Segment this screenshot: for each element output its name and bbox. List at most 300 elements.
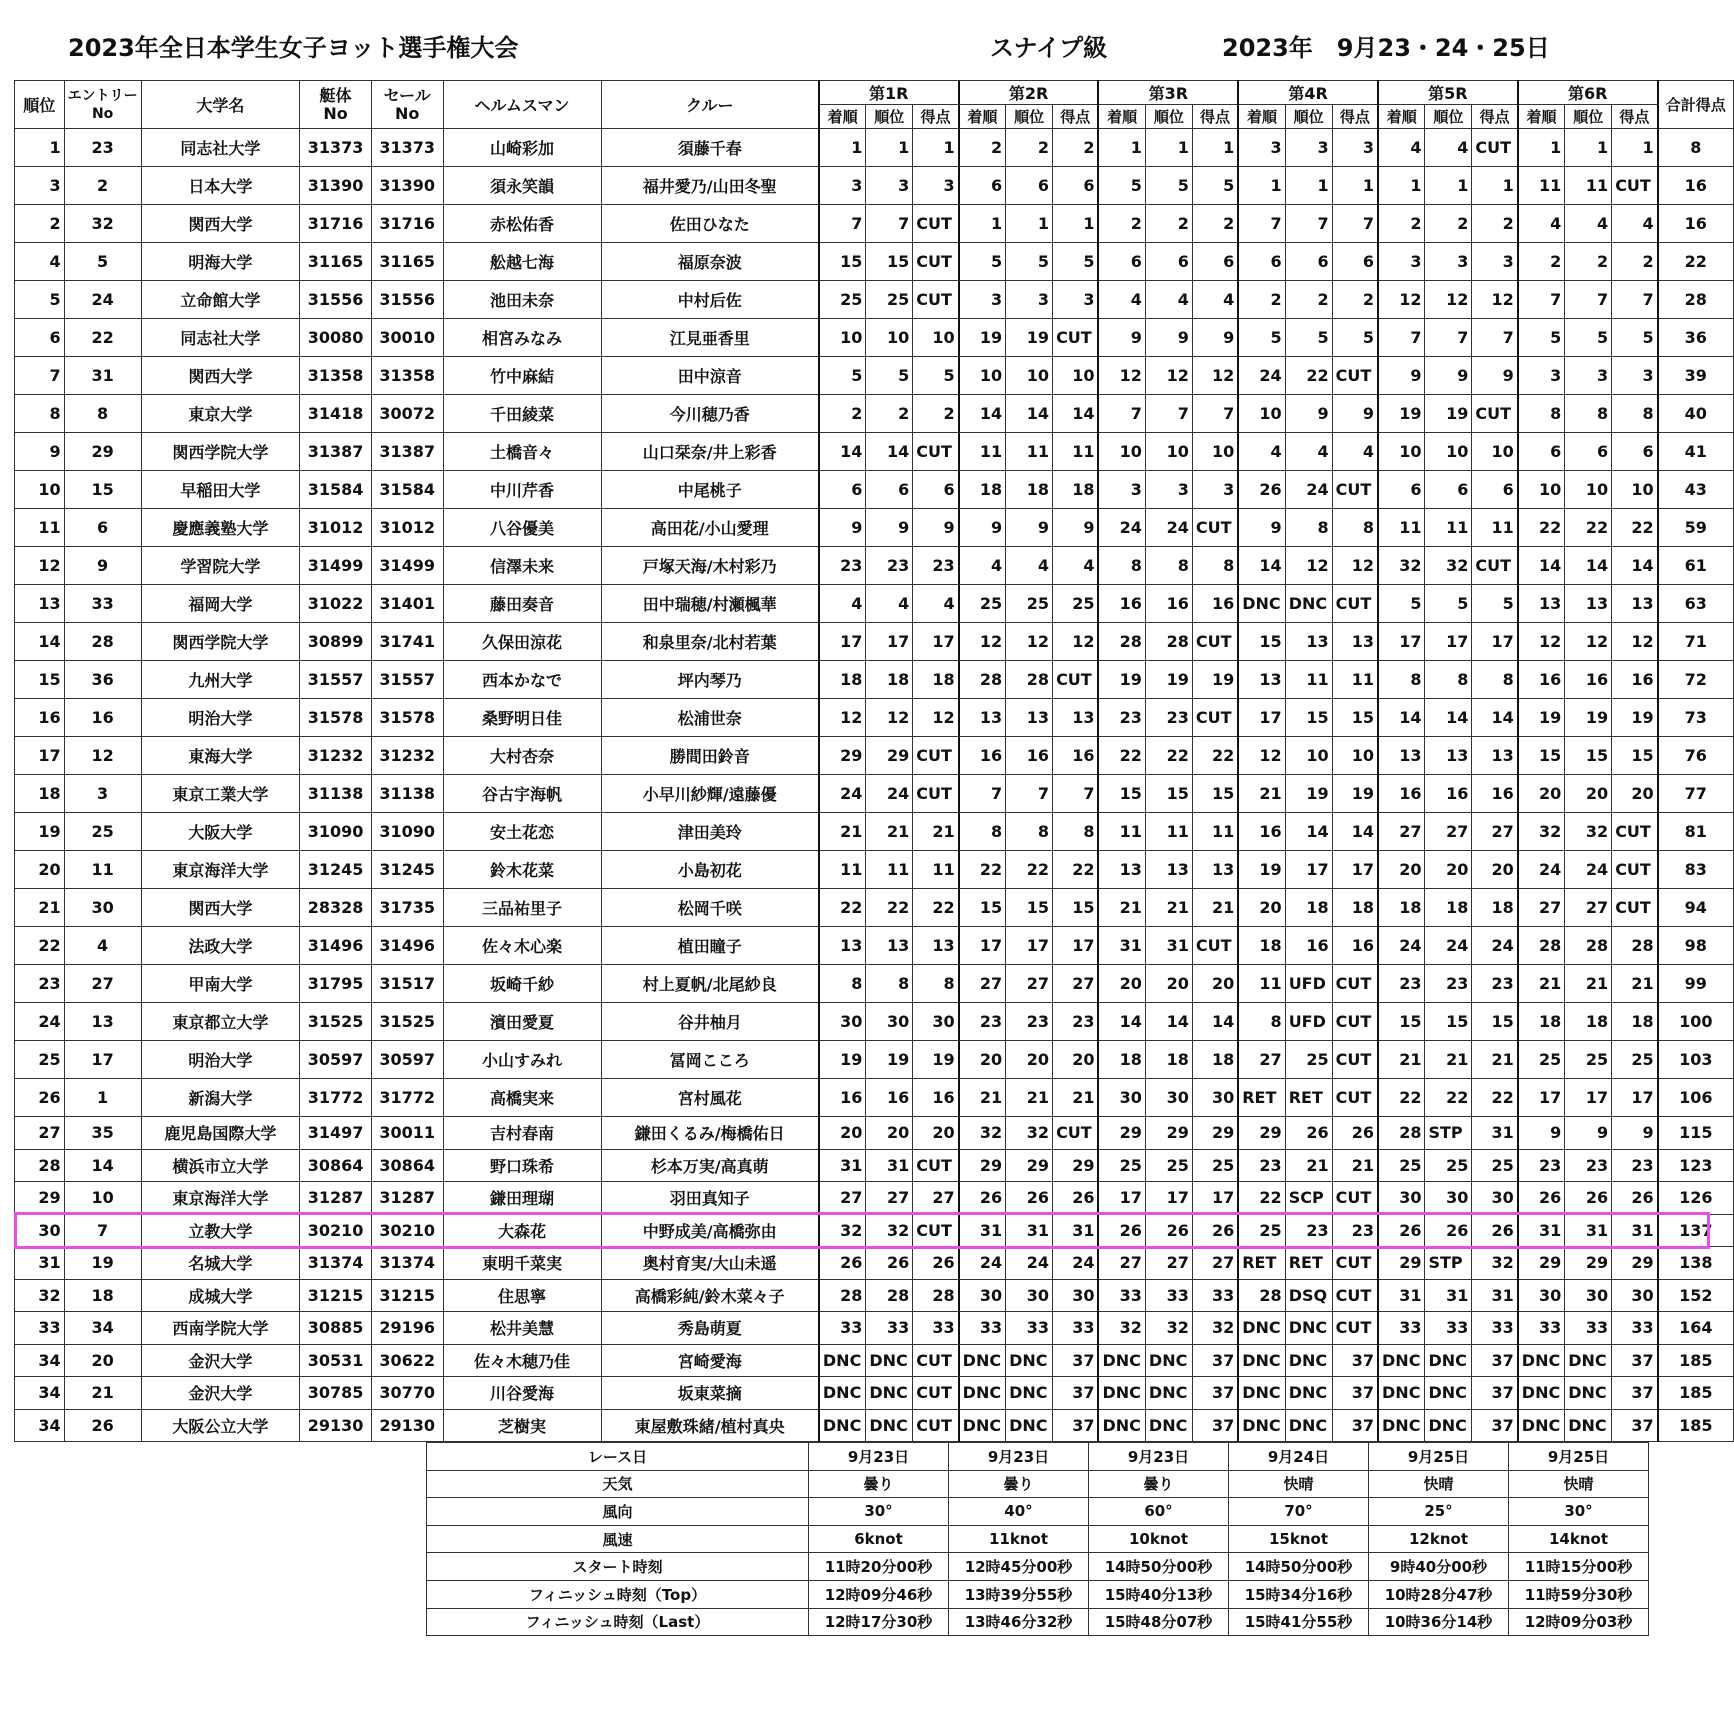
race-1-finish-cell: 11 (819, 851, 866, 889)
header-helmsman: ヘルムスマン (443, 81, 601, 129)
race-1-finish-cell: 21 (819, 813, 866, 851)
race-1-position-cell: 9 (866, 509, 913, 547)
rank-cell: 22 (15, 927, 65, 965)
race-1-position-cell: 15 (866, 243, 913, 281)
header-crew: クルー (601, 81, 819, 129)
total-points-cell: 94 (1658, 889, 1734, 927)
race-info-label: 天気 (427, 1470, 809, 1498)
race-2-points-cell: 12 (1053, 623, 1099, 661)
sail-number-cell: 31090 (371, 813, 443, 851)
race-2-finish-cell: 19 (959, 319, 1006, 357)
race-4-position-cell: 1 (1285, 167, 1332, 205)
race-6-position-cell: 10 (1565, 471, 1612, 509)
race-5-points-cell: 24 (1472, 927, 1518, 965)
race-5-points-cell: 15 (1472, 1003, 1518, 1041)
race-5-points-cell: 10 (1472, 433, 1518, 471)
race-6-finish-cell: 24 (1518, 851, 1565, 889)
race-6-position-cell: 1 (1565, 129, 1612, 167)
entry-cell: 32 (64, 205, 141, 243)
race-info-value: 25° (1369, 1498, 1509, 1526)
race-1-position-cell: 18 (866, 661, 913, 699)
table-row (15, 1279, 1734, 1312)
race-5-position-cell: 4 (1425, 129, 1472, 167)
race-info-value: 15時48分07秒 (1089, 1608, 1229, 1636)
crew-cell: 鎌田くるみ/梅橋佑日 (601, 1117, 819, 1150)
race-4-finish-cell: 2 (1238, 281, 1285, 319)
race-4-points-cell: 1 (1332, 167, 1378, 205)
subheader-r1-position: 順位 (866, 105, 913, 129)
rank-cell: 29 (15, 1182, 65, 1215)
race-2-finish-cell: 15 (959, 889, 1006, 927)
hull-number-cell: 31287 (300, 1182, 372, 1215)
race-5-position-cell: 9 (1425, 357, 1472, 395)
race-3-position-cell: 8 (1145, 547, 1192, 585)
race-2-finish-cell: 20 (959, 1041, 1006, 1079)
race-3-finish-cell: 16 (1098, 585, 1145, 623)
race-6-finish-cell: DNC (1518, 1377, 1565, 1410)
university-cell: 日本大学 (141, 167, 300, 205)
race-6-finish-cell: 3 (1518, 357, 1565, 395)
race-4-points-cell: CUT (1332, 585, 1378, 623)
hull-number-cell: 31090 (300, 813, 372, 851)
race-3-points-cell: CUT (1192, 509, 1238, 547)
rank-cell: 7 (15, 357, 65, 395)
total-points-cell: 83 (1658, 851, 1734, 889)
rank-cell: 2 (15, 205, 65, 243)
race-6-finish-cell: 33 (1518, 1312, 1565, 1345)
entry-cell: 4 (64, 927, 141, 965)
entry-cell: 21 (64, 1377, 141, 1410)
total-points-cell: 61 (1658, 547, 1734, 585)
race-info-label: スタート時刻 (427, 1553, 809, 1581)
rank-cell: 25 (15, 1041, 65, 1079)
race-4-finish-cell: 11 (1238, 965, 1285, 1003)
race-2-finish-cell: 29 (959, 1149, 1006, 1182)
hull-number-cell: 31795 (300, 965, 372, 1003)
race-6-position-cell: 29 (1565, 1247, 1612, 1280)
subheader-r1-finish: 着順 (819, 105, 866, 129)
race-4-finish-cell: DNC (1238, 1377, 1285, 1410)
race-5-finish-cell: 11 (1378, 509, 1425, 547)
race-1-position-cell: 10 (866, 319, 913, 357)
university-cell: 東京都立大学 (141, 1003, 300, 1041)
race-4-points-cell: 2 (1332, 281, 1378, 319)
university-cell: 福岡大学 (141, 585, 300, 623)
race-4-points-cell: 37 (1332, 1409, 1378, 1442)
helmsman-cell: 桑野明日佳 (443, 699, 601, 737)
total-points-cell: 63 (1658, 585, 1734, 623)
race-3-position-cell: 5 (1145, 167, 1192, 205)
total-points-cell: 99 (1658, 965, 1734, 1003)
race-4-finish-cell: RET (1238, 1247, 1285, 1280)
race-4-points-cell: 16 (1332, 927, 1378, 965)
hull-number-cell: 31022 (300, 585, 372, 623)
race-6-finish-cell: 30 (1518, 1279, 1565, 1312)
sail-number-cell: 30622 (371, 1344, 443, 1377)
race-6-points-cell: CUT (1612, 851, 1658, 889)
race-3-finish-cell: 17 (1098, 1182, 1145, 1215)
race-4-points-cell: 7 (1332, 205, 1378, 243)
race-5-position-cell: 12 (1425, 281, 1472, 319)
rank-cell: 3 (15, 167, 65, 205)
race-1-finish-cell: 7 (819, 205, 866, 243)
race-4-position-cell: 4 (1285, 433, 1332, 471)
race-1-finish-cell: 5 (819, 357, 866, 395)
race-3-position-cell: 23 (1145, 699, 1192, 737)
race-4-points-cell: 21 (1332, 1149, 1378, 1182)
rank-cell: 30 (15, 1214, 65, 1247)
sail-number-cell: 31165 (371, 243, 443, 281)
race-1-finish-cell: 6 (819, 471, 866, 509)
race-6-points-cell: 10 (1612, 471, 1658, 509)
race-4-finish-cell: DNC (1238, 585, 1285, 623)
race-4-points-cell: 14 (1332, 813, 1378, 851)
university-cell: 関西学院大学 (141, 433, 300, 471)
table-row (15, 319, 1734, 357)
race-4-position-cell: 19 (1285, 775, 1332, 813)
race-6-finish-cell: 28 (1518, 927, 1565, 965)
race-4-position-cell: 14 (1285, 813, 1332, 851)
helmsman-cell: 小山すみれ (443, 1041, 601, 1079)
subheader-r3-position: 順位 (1145, 105, 1192, 129)
entry-cell: 12 (64, 737, 141, 775)
race-2-points-cell: 20 (1053, 1041, 1099, 1079)
race-3-position-cell: 24 (1145, 509, 1192, 547)
race-5-position-cell: 7 (1425, 319, 1472, 357)
race-2-points-cell: 6 (1053, 167, 1099, 205)
race-2-points-cell: 10 (1053, 357, 1099, 395)
race-6-finish-cell: 7 (1518, 281, 1565, 319)
race-4-position-cell: UFD (1285, 965, 1332, 1003)
total-points-cell: 73 (1658, 699, 1734, 737)
race-2-finish-cell: 17 (959, 927, 1006, 965)
race-5-points-cell: 20 (1472, 851, 1518, 889)
race-4-position-cell: 16 (1285, 927, 1332, 965)
race-6-position-cell: 19 (1565, 699, 1612, 737)
race-3-finish-cell: 22 (1098, 737, 1145, 775)
race-4-position-cell: DNC (1285, 1377, 1332, 1410)
university-cell: 東京海洋大学 (141, 851, 300, 889)
race-4-finish-cell: 10 (1238, 395, 1285, 433)
race-1-finish-cell: 31 (819, 1149, 866, 1182)
race-5-finish-cell: 12 (1378, 281, 1425, 319)
race-4-points-cell: 5 (1332, 319, 1378, 357)
race-4-points-cell: 15 (1332, 699, 1378, 737)
race-3-points-cell: 1 (1192, 129, 1238, 167)
race-6-position-cell: 33 (1565, 1312, 1612, 1345)
hull-number-cell: 31387 (300, 433, 372, 471)
race-6-points-cell: CUT (1612, 167, 1658, 205)
sail-number-cell: 31387 (371, 433, 443, 471)
crew-cell: 高田花/小山愛理 (601, 509, 819, 547)
race-6-points-cell: 25 (1612, 1041, 1658, 1079)
table-row (15, 661, 1734, 699)
race-2-points-cell: 33 (1053, 1312, 1099, 1345)
sail-number-cell: 31232 (371, 737, 443, 775)
crew-cell: 坂東菜摘 (601, 1377, 819, 1410)
race-1-position-cell: 31 (866, 1149, 913, 1182)
race-1-points-cell: CUT (913, 1214, 959, 1247)
helmsman-cell: 住思寧 (443, 1279, 601, 1312)
table-row (15, 205, 1734, 243)
race-4-points-cell: CUT (1332, 1182, 1378, 1215)
university-cell: 学習院大学 (141, 547, 300, 585)
race-6-finish-cell: DNC (1518, 1409, 1565, 1442)
race-2-finish-cell: 24 (959, 1247, 1006, 1280)
race-3-position-cell: 16 (1145, 585, 1192, 623)
crew-cell: 杉本万実/高真萌 (601, 1149, 819, 1182)
race-4-position-cell: DNC (1285, 585, 1332, 623)
table-row (15, 927, 1734, 965)
race-4-finish-cell: DNC (1238, 1344, 1285, 1377)
race-3-points-cell: 37 (1192, 1344, 1238, 1377)
race-3-finish-cell: 26 (1098, 1214, 1145, 1247)
race-4-position-cell: DSQ (1285, 1279, 1332, 1312)
race-5-points-cell: 18 (1472, 889, 1518, 927)
total-points-cell: 39 (1658, 357, 1734, 395)
race-2-position-cell: 13 (1006, 699, 1053, 737)
race-2-finish-cell: 16 (959, 737, 1006, 775)
race-6-points-cell: 5 (1612, 319, 1658, 357)
university-cell: 横浜市立大学 (141, 1149, 300, 1182)
total-points-cell: 16 (1658, 167, 1734, 205)
university-cell: 慶應義塾大学 (141, 509, 300, 547)
crew-cell: 勝間田鈴音 (601, 737, 819, 775)
crew-cell: 中村后佐 (601, 281, 819, 319)
race-6-position-cell: 28 (1565, 927, 1612, 965)
sail-number-cell: 31287 (371, 1182, 443, 1215)
race-3-finish-cell: 23 (1098, 699, 1145, 737)
race-2-points-cell: 31 (1053, 1214, 1099, 1247)
rank-cell: 10 (15, 471, 65, 509)
race-info-row (427, 1608, 1649, 1636)
helmsman-cell: 池田未奈 (443, 281, 601, 319)
race-2-position-cell: 2 (1006, 129, 1053, 167)
hull-number-cell: 31584 (300, 471, 372, 509)
sail-number-cell: 31517 (371, 965, 443, 1003)
race-1-position-cell: DNC (866, 1344, 913, 1377)
race-2-position-cell: 23 (1006, 1003, 1053, 1041)
sail-number-cell: 30011 (371, 1117, 443, 1150)
header-race-5: 第5R (1378, 81, 1518, 105)
race-6-finish-cell: 16 (1518, 661, 1565, 699)
race-info-value: 15時40分13秒 (1089, 1580, 1229, 1608)
hull-number-cell: 31557 (300, 661, 372, 699)
rank-cell: 34 (15, 1377, 65, 1410)
entry-cell: 16 (64, 699, 141, 737)
total-points-cell: 81 (1658, 813, 1734, 851)
race-info-value: 15時34分16秒 (1229, 1580, 1369, 1608)
race-5-finish-cell: 23 (1378, 965, 1425, 1003)
race-4-finish-cell: 23 (1238, 1149, 1285, 1182)
header-race-1: 第1R (819, 81, 959, 105)
race-3-points-cell: 8 (1192, 547, 1238, 585)
hull-number-cell: 30785 (300, 1377, 372, 1410)
table-row (15, 1214, 1734, 1247)
race-5-points-cell: 9 (1472, 357, 1518, 395)
race-5-points-cell: 12 (1472, 281, 1518, 319)
helmsman-cell: 久保田涼花 (443, 623, 601, 661)
crew-cell: 羽田真知子 (601, 1182, 819, 1215)
crew-cell: 江見亜香里 (601, 319, 819, 357)
race-info-value: 曇り (949, 1470, 1089, 1498)
race-4-finish-cell: DNC (1238, 1409, 1285, 1442)
race-2-points-cell: 7 (1053, 775, 1099, 813)
university-cell: 金沢大学 (141, 1377, 300, 1410)
race-2-finish-cell: 4 (959, 547, 1006, 585)
race-4-position-cell: 3 (1285, 129, 1332, 167)
sail-number-cell: 31496 (371, 927, 443, 965)
rank-cell: 17 (15, 737, 65, 775)
race-5-points-cell: 5 (1472, 585, 1518, 623)
crew-cell: 松岡千咲 (601, 889, 819, 927)
race-3-position-cell: 19 (1145, 661, 1192, 699)
race-2-finish-cell: 30 (959, 1279, 1006, 1312)
race-1-points-cell: 20 (913, 1117, 959, 1150)
race-1-points-cell: 4 (913, 585, 959, 623)
crew-cell: 中尾桃子 (601, 471, 819, 509)
table-row (15, 699, 1734, 737)
race-2-finish-cell: 26 (959, 1182, 1006, 1215)
rank-cell: 20 (15, 851, 65, 889)
race-4-points-cell: CUT (1332, 1279, 1378, 1312)
race-5-points-cell: 37 (1472, 1377, 1518, 1410)
entry-cell: 15 (64, 471, 141, 509)
race-1-points-cell: 1 (913, 129, 959, 167)
race-6-finish-cell: 23 (1518, 1149, 1565, 1182)
race-6-finish-cell: 17 (1518, 1079, 1565, 1117)
race-1-position-cell: 33 (866, 1312, 913, 1345)
race-5-points-cell: 27 (1472, 813, 1518, 851)
race-3-position-cell: 30 (1145, 1079, 1192, 1117)
race-6-position-cell: 9 (1565, 1117, 1612, 1150)
race-6-points-cell: 7 (1612, 281, 1658, 319)
race-1-points-cell: 26 (913, 1247, 959, 1280)
race-3-points-cell: 19 (1192, 661, 1238, 699)
total-points-cell: 185 (1658, 1344, 1734, 1377)
event-dates: 2023年 9月23・24・25日 (1222, 34, 1550, 62)
race-6-points-cell: 20 (1612, 775, 1658, 813)
table-row (15, 1377, 1734, 1410)
race-6-finish-cell: 15 (1518, 737, 1565, 775)
race-1-position-cell: 20 (866, 1117, 913, 1150)
race-4-finish-cell: 4 (1238, 433, 1285, 471)
race-4-position-cell: 15 (1285, 699, 1332, 737)
race-2-points-cell: 3 (1053, 281, 1099, 319)
race-5-position-cell: DNC (1425, 1344, 1472, 1377)
crew-cell: 戸塚天海/木村彩乃 (601, 547, 819, 585)
race-4-position-cell: 18 (1285, 889, 1332, 927)
race-2-finish-cell: 31 (959, 1214, 1006, 1247)
race-5-finish-cell: 14 (1378, 699, 1425, 737)
race-2-position-cell: 29 (1006, 1149, 1053, 1182)
race-6-points-cell: 37 (1612, 1409, 1658, 1442)
race-5-points-cell: 1 (1472, 167, 1518, 205)
race-4-position-cell: 17 (1285, 851, 1332, 889)
hull-number-cell: 30531 (300, 1344, 372, 1377)
race-4-finish-cell: 1 (1238, 167, 1285, 205)
race-3-finish-cell: 3 (1098, 471, 1145, 509)
race-1-finish-cell: 12 (819, 699, 866, 737)
sail-number-cell: 31012 (371, 509, 443, 547)
race-3-points-cell: 16 (1192, 585, 1238, 623)
race-2-finish-cell: DNC (959, 1344, 1006, 1377)
sail-number-cell: 31716 (371, 205, 443, 243)
total-points-cell: 77 (1658, 775, 1734, 813)
race-1-points-cell: 13 (913, 927, 959, 965)
race-5-position-cell: 23 (1425, 965, 1472, 1003)
race-6-finish-cell: 2 (1518, 243, 1565, 281)
race-2-points-cell: 1 (1053, 205, 1099, 243)
race-5-points-cell: 21 (1472, 1041, 1518, 1079)
race-5-finish-cell: 6 (1378, 471, 1425, 509)
table-row (15, 775, 1734, 813)
race-4-position-cell: 6 (1285, 243, 1332, 281)
race-5-finish-cell: 10 (1378, 433, 1425, 471)
race-5-finish-cell: 32 (1378, 547, 1425, 585)
race-1-finish-cell: 19 (819, 1041, 866, 1079)
race-3-finish-cell: 28 (1098, 623, 1145, 661)
race-1-finish-cell: 3 (819, 167, 866, 205)
race-3-finish-cell: 24 (1098, 509, 1145, 547)
race-2-points-cell: 23 (1053, 1003, 1099, 1041)
race-2-position-cell: 4 (1006, 547, 1053, 585)
race-6-points-cell: 30 (1612, 1279, 1658, 1312)
race-1-points-cell: CUT (913, 1377, 959, 1410)
race-5-finish-cell: 26 (1378, 1214, 1425, 1247)
race-6-position-cell: 23 (1565, 1149, 1612, 1182)
race-6-position-cell: 30 (1565, 1279, 1612, 1312)
race-4-position-cell: 21 (1285, 1149, 1332, 1182)
race-2-points-cell: 27 (1053, 965, 1099, 1003)
hull-number-cell: 28328 (300, 889, 372, 927)
race-1-points-cell: CUT (913, 1344, 959, 1377)
race-4-points-cell: CUT (1332, 965, 1378, 1003)
race-info-value: 10時28分47秒 (1369, 1580, 1509, 1608)
race-5-position-cell: 18 (1425, 889, 1472, 927)
race-4-finish-cell: 8 (1238, 1003, 1285, 1041)
race-6-finish-cell: 18 (1518, 1003, 1565, 1041)
race-3-points-cell: 9 (1192, 319, 1238, 357)
sail-number-cell: 31525 (371, 1003, 443, 1041)
race-6-points-cell: 37 (1612, 1344, 1658, 1377)
race-6-position-cell: 12 (1565, 623, 1612, 661)
race-1-points-cell: 28 (913, 1279, 959, 1312)
race-2-finish-cell: 3 (959, 281, 1006, 319)
race-3-finish-cell: 15 (1098, 775, 1145, 813)
total-points-cell: 59 (1658, 509, 1734, 547)
rank-cell: 24 (15, 1003, 65, 1041)
race-1-finish-cell: 27 (819, 1182, 866, 1215)
race-info-value: 11時20分00秒 (809, 1553, 949, 1581)
entry-cell: 19 (64, 1247, 141, 1280)
race-5-position-cell: 13 (1425, 737, 1472, 775)
race-1-points-cell: 8 (913, 965, 959, 1003)
race-6-finish-cell: 4 (1518, 205, 1565, 243)
race-6-finish-cell: DNC (1518, 1344, 1565, 1377)
race-info-value: 15knot (1229, 1525, 1369, 1553)
race-1-position-cell: 23 (866, 547, 913, 585)
hull-number-cell: 31556 (300, 281, 372, 319)
helmsman-cell: 鈴木花菜 (443, 851, 601, 889)
race-4-finish-cell: 17 (1238, 699, 1285, 737)
race-2-finish-cell: 7 (959, 775, 1006, 813)
race-4-finish-cell: DNC (1238, 1312, 1285, 1345)
university-cell: 明治大学 (141, 1041, 300, 1079)
race-2-position-cell: 30 (1006, 1279, 1053, 1312)
helmsman-cell: 須永笑韻 (443, 167, 601, 205)
race-1-position-cell: 1 (866, 129, 913, 167)
